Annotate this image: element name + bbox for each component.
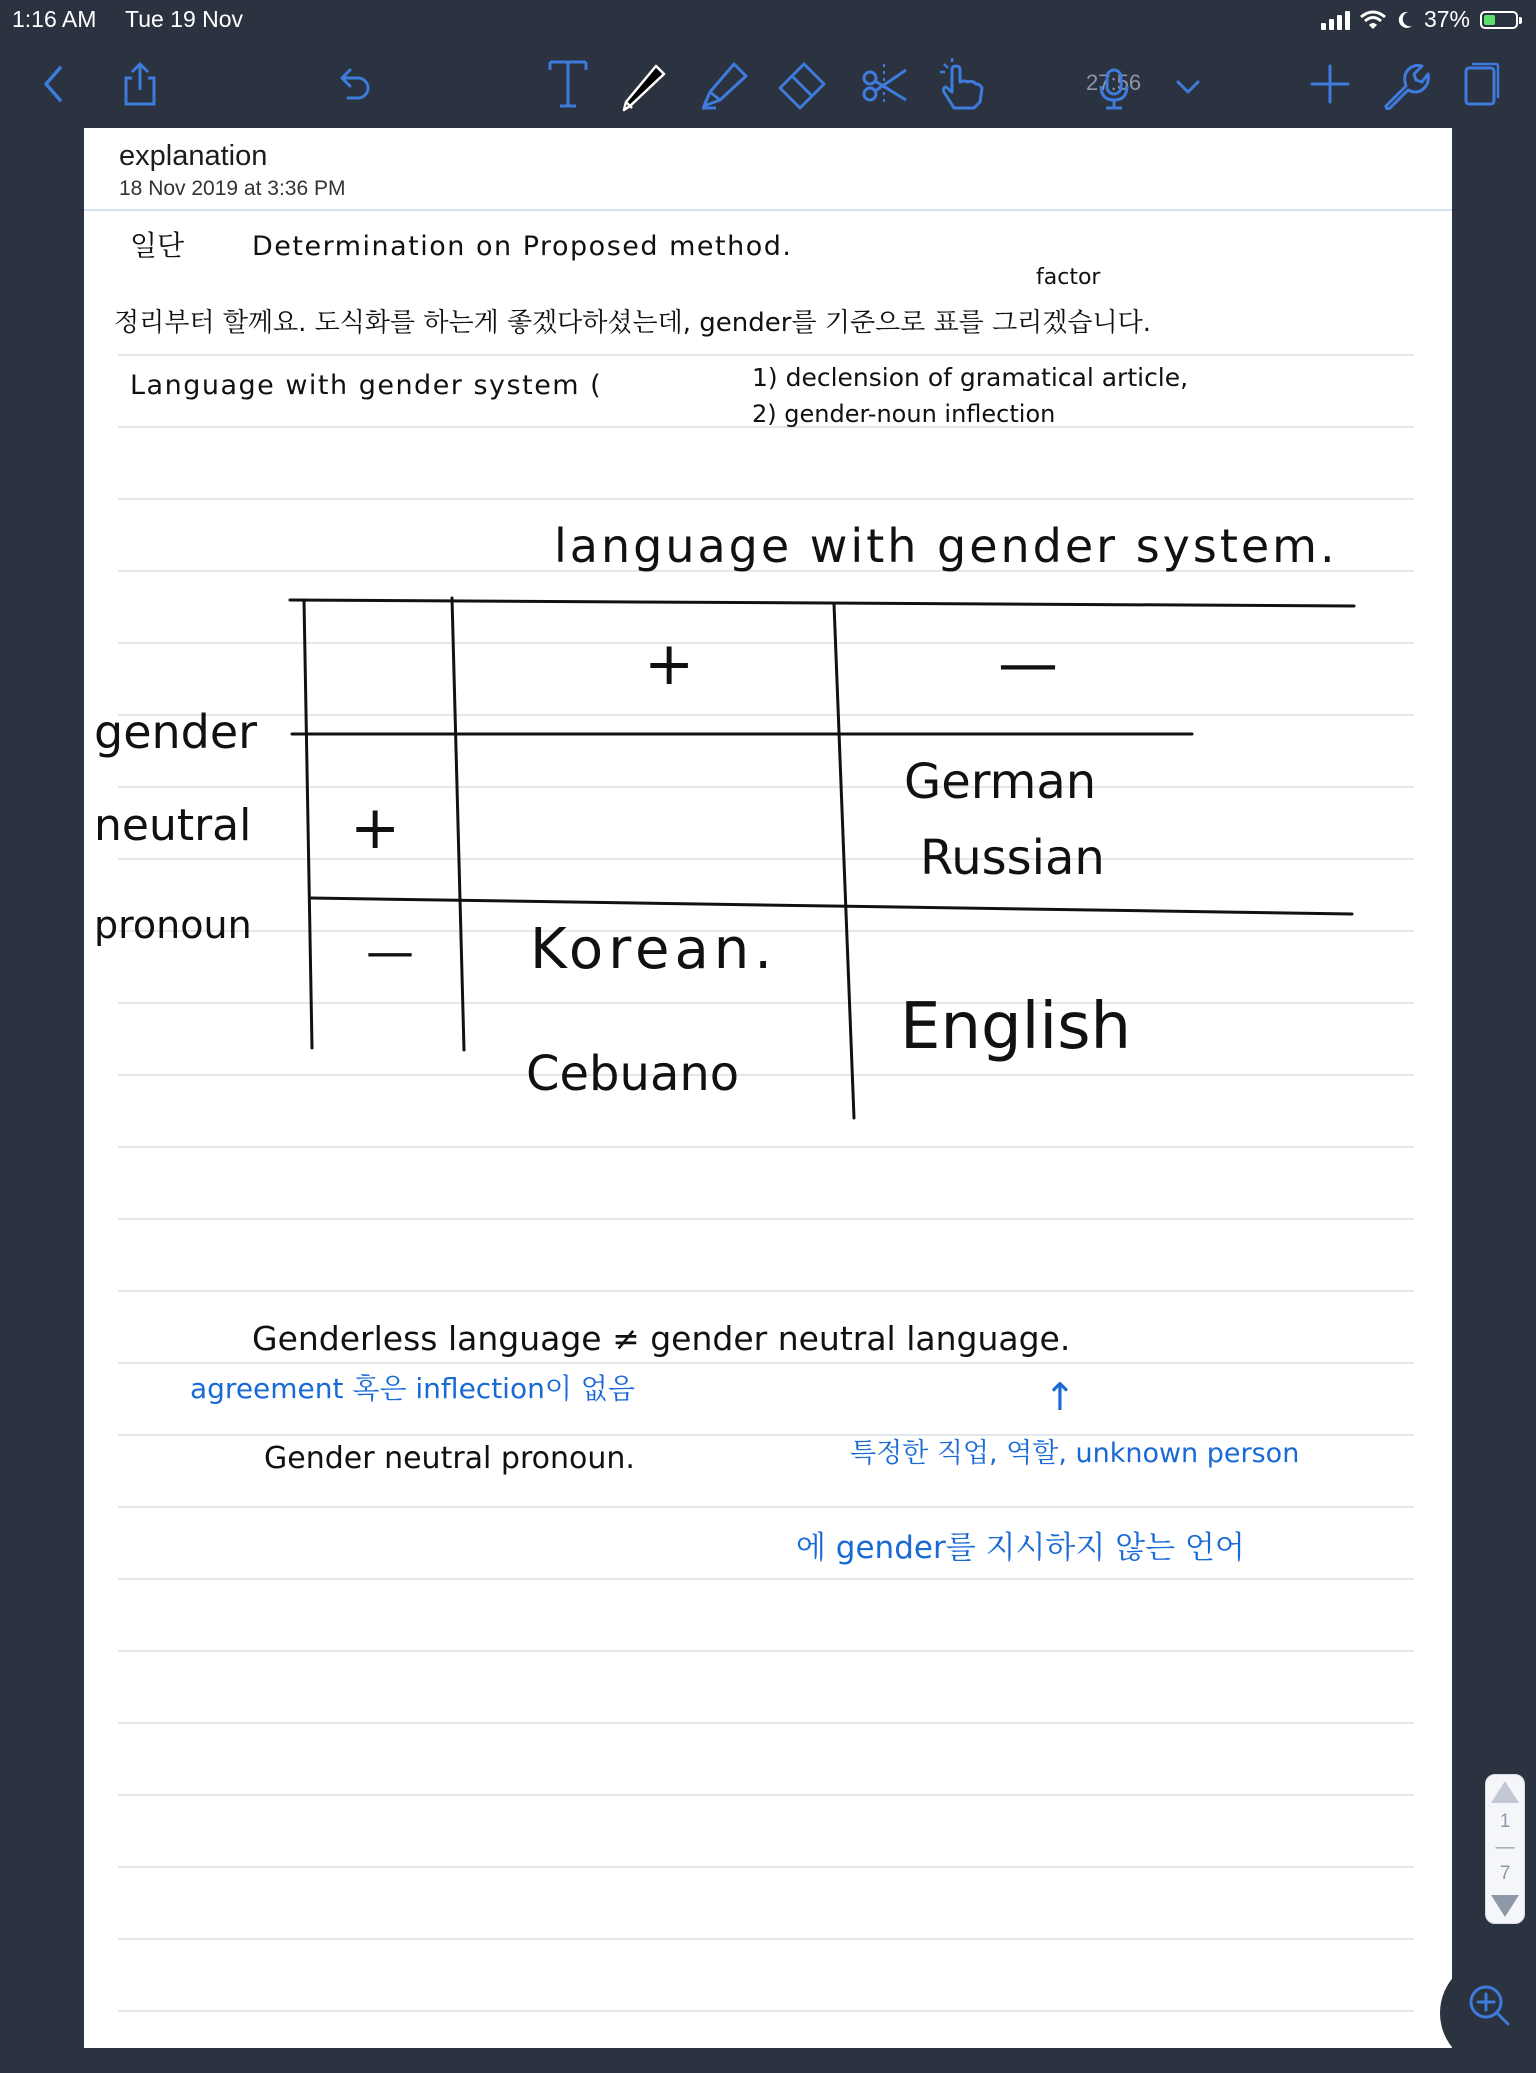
- hand-pointer-icon[interactable]: [934, 56, 990, 112]
- table-row-header-line2: neutral: [94, 800, 252, 851]
- hw-blue-note2: 특정한 직업, 역할, unknown person: [850, 1438, 1300, 1469]
- page-down-icon[interactable]: [1491, 1895, 1519, 1917]
- hw-arrow: ↑: [1044, 1375, 1076, 1419]
- total-pages: 7: [1499, 1863, 1511, 1884]
- table-column-header: language with gender system.: [554, 519, 1338, 573]
- page-up-icon[interactable]: [1491, 1781, 1519, 1803]
- table-col-plus: +: [644, 629, 695, 699]
- chevron-down-icon[interactable]: [1160, 56, 1216, 112]
- table-grid: [290, 598, 1354, 1118]
- hw-line3-text: Language with gender system (: [130, 370, 603, 401]
- hw-line3-item2: 2) gender-noun inflection: [752, 400, 1056, 428]
- table-row-header-line3: pronoun: [94, 903, 252, 947]
- scissors-icon[interactable]: [856, 56, 912, 112]
- hw-blue-note3: 에 gender를 지시하지 않는 언어: [796, 1530, 1245, 1566]
- note-title: explanation: [119, 140, 268, 172]
- recording-timer: 27:56: [1086, 70, 1142, 95]
- status-time: 1:16 AM: [12, 6, 97, 32]
- wifi-icon: [1360, 10, 1386, 30]
- cell-korean: Korean.: [530, 917, 778, 982]
- table-row-plus: +: [350, 793, 401, 863]
- page-icon[interactable]: [1452, 56, 1508, 112]
- zoom-button[interactable]: [1440, 1958, 1536, 2068]
- note-date: 18 Nov 2019 at 3:36 PM: [119, 177, 346, 200]
- cellular-signal-icon: [1321, 10, 1350, 30]
- add-icon[interactable]: [1302, 56, 1358, 112]
- text-tool-icon[interactable]: [540, 56, 596, 112]
- cell-cebuano: Cebuano: [526, 1046, 740, 1102]
- cell-russian: Russian: [920, 830, 1105, 886]
- cell-german: German: [904, 754, 1097, 810]
- hw-line3-item1: 1) declension of gramatical article,: [752, 363, 1189, 392]
- status-right-group: [1321, 6, 1518, 33]
- table-col-minus: —: [998, 629, 1058, 699]
- status-bar: [0, 0, 1536, 40]
- battery-percentage: 37%: [1423, 6, 1470, 32]
- toolbar: [0, 40, 1536, 128]
- status-date: Tue 19 Nov: [125, 6, 244, 32]
- table-row-minus: —: [366, 924, 414, 980]
- pen-icon[interactable]: [616, 56, 672, 112]
- hw-line2-text: 정리부터 할께요. 도식화를 하는게 좋겠다하셨는데, gender를 기준으로 표를 그리겠습니다.: [114, 308, 1152, 338]
- hw-bottom-line1: Genderless language ≠ gender neutral language.: [252, 1319, 1071, 1358]
- share-icon[interactable]: [112, 56, 168, 112]
- undo-icon[interactable]: [326, 56, 382, 112]
- hw-line1-text: Determination on Proposed method.: [252, 231, 793, 262]
- hw-line2-correction: factor: [1036, 265, 1101, 290]
- table-row-header-line1: gender: [94, 705, 258, 759]
- current-page: 1: [1499, 1811, 1511, 1832]
- microphone-icon[interactable]: [1086, 56, 1142, 112]
- eraser-icon[interactable]: [774, 56, 830, 112]
- hw-line1-korean: 일단: [130, 229, 185, 262]
- page-navigator[interactable]: 1 — 7: [1485, 1774, 1525, 1924]
- moon-icon: [1396, 10, 1414, 30]
- wrench-icon[interactable]: [1376, 56, 1432, 112]
- battery-fill: [1484, 15, 1495, 25]
- back-icon[interactable]: [26, 56, 82, 112]
- battery-icon: [1480, 11, 1518, 29]
- cell-english: English: [900, 990, 1132, 1064]
- highlighter-icon[interactable]: [696, 56, 752, 112]
- hw-blue-note1: agreement 혹은 inflection이 없음: [190, 1372, 635, 1405]
- hw-bottom-line2: Gender neutral pronoun.: [264, 1441, 635, 1476]
- zoom-in-icon[interactable]: [1440, 1958, 1536, 2068]
- handwriting-canvas: [84, 128, 1452, 2048]
- note-page[interactable]: [84, 128, 1452, 2048]
